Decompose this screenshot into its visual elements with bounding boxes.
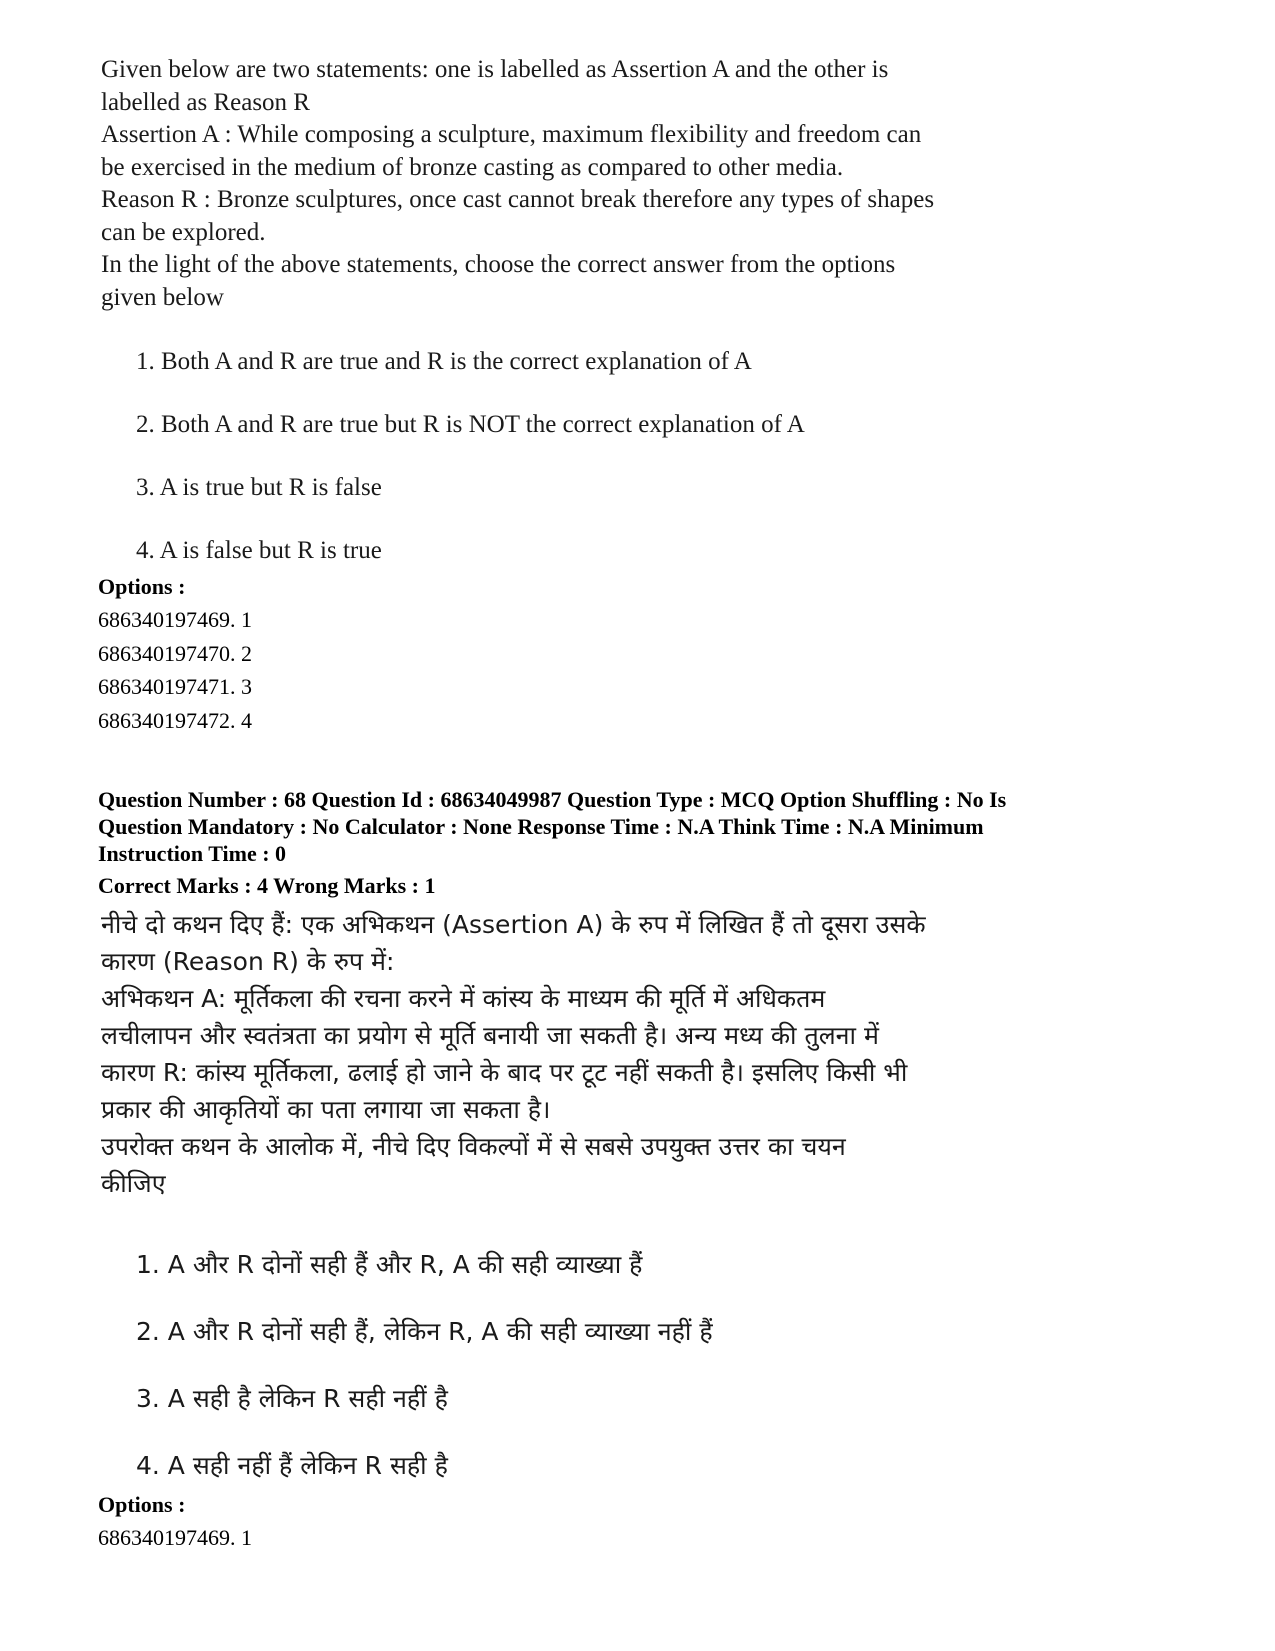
question-68-meta — [98, 786, 1218, 867]
question-67-choice-3: 3. A is true but R is false — [136, 474, 382, 501]
question-68-choice-1: 1. A और R दोनों सही हैं और R, A की सही व्याख्या हैं — [136, 1250, 643, 1279]
stem-line: can be explored. — [101, 218, 266, 246]
option-id-1: 686340197469. 1 — [98, 607, 252, 632]
question-67-choice-1: 1. Both A and R are true and R is the correct explanation of A — [136, 348, 752, 375]
stem-line: be exercised in the medium of bronze casting as compared to other media. — [101, 153, 844, 181]
options-heading: Options : — [98, 574, 186, 599]
question-67-choice-2: 2. Both A and R are true but R is NOT the correct explanation of A — [136, 411, 805, 438]
stem-line: लचीलापन और स्वतंत्रता का प्रयोग से मूर्ति बनायी जा सकती है। अन्य मध्य की तुलना में — [101, 1021, 879, 1050]
stem-line: प्रकार की आकृतियों का पता लगाया जा सकता है। — [101, 1095, 551, 1124]
stem-line: Reason R : Bronze sculptures, once cast cannot break therefore any types of shapes — [101, 186, 935, 213]
question-67-stem — [101, 54, 1061, 314]
question-68-choice-3: 3. A सही है लेकिन R सही नहीं है — [136, 1384, 448, 1413]
meta-line: Question Number : 68 Question Id : 68634049987 Question Type : MCQ Option Shuffling : No Is — [98, 787, 1007, 812]
stem-line: कीजिए — [101, 1169, 166, 1198]
stem-line: Assertion A : While composing a sculpture, maximum flexibility and freedom can — [101, 121, 922, 148]
question-68-choice-4: 4. A सही नहीं हैं लेकिन R सही है — [136, 1451, 448, 1480]
option-id-2: 686340197470. 2 — [98, 641, 252, 666]
question-68-marks: Correct Marks : 4 Wrong Marks : 1 — [98, 873, 436, 898]
stem-line: उपरोक्त कथन के आलोक में, नीचे दिए विकल्पों में से सबसे उपयुक्त उत्तर का चयन — [101, 1132, 846, 1161]
option-id-4: 686340197472. 4 — [98, 708, 252, 733]
stem-line: कारण R: कांस्य मूर्तिकला, ढलाई हो जाने के बाद पर टूट नहीं सकती है। इसलिए किसी भी — [101, 1058, 908, 1087]
stem-line: In the light of the above statements, choose the correct answer from the options — [101, 251, 896, 278]
stem-line: कारण (Reason R) के रुप में: — [101, 947, 395, 976]
meta-line: Question Mandatory : No Calculator : None Response Time : N.A Think Time : N.A Minimum — [98, 814, 984, 839]
question-68-stem — [101, 906, 1081, 1202]
stem-line: given below — [101, 283, 224, 311]
option-id-1: 686340197469. 1 — [98, 1525, 252, 1550]
question-68-choice-2: 2. A और R दोनों सही हैं, लेकिन R, A की सही व्याख्या नहीं हैं — [136, 1317, 713, 1346]
stem-line: labelled as Reason R — [101, 88, 310, 116]
options-heading: Options : — [98, 1492, 186, 1517]
stem-line: नीचे दो कथन दिए हैं: एक अभिकथन (Assertion A) के रुप में लिखित हैं तो दूसरा उसके — [101, 910, 926, 939]
meta-line: Instruction Time : 0 — [98, 841, 287, 866]
option-id-3: 686340197471. 3 — [98, 674, 252, 699]
stem-line: Given below are two statements: one is labelled as Assertion A and the other is — [101, 56, 889, 83]
stem-line: अभिकथन A: मूर्तिकला की रचना करने में कांस्य के माध्यम की मूर्ति में अधिकतम — [101, 984, 826, 1013]
question-67-choice-4: 4. A is false but R is true — [136, 537, 382, 564]
